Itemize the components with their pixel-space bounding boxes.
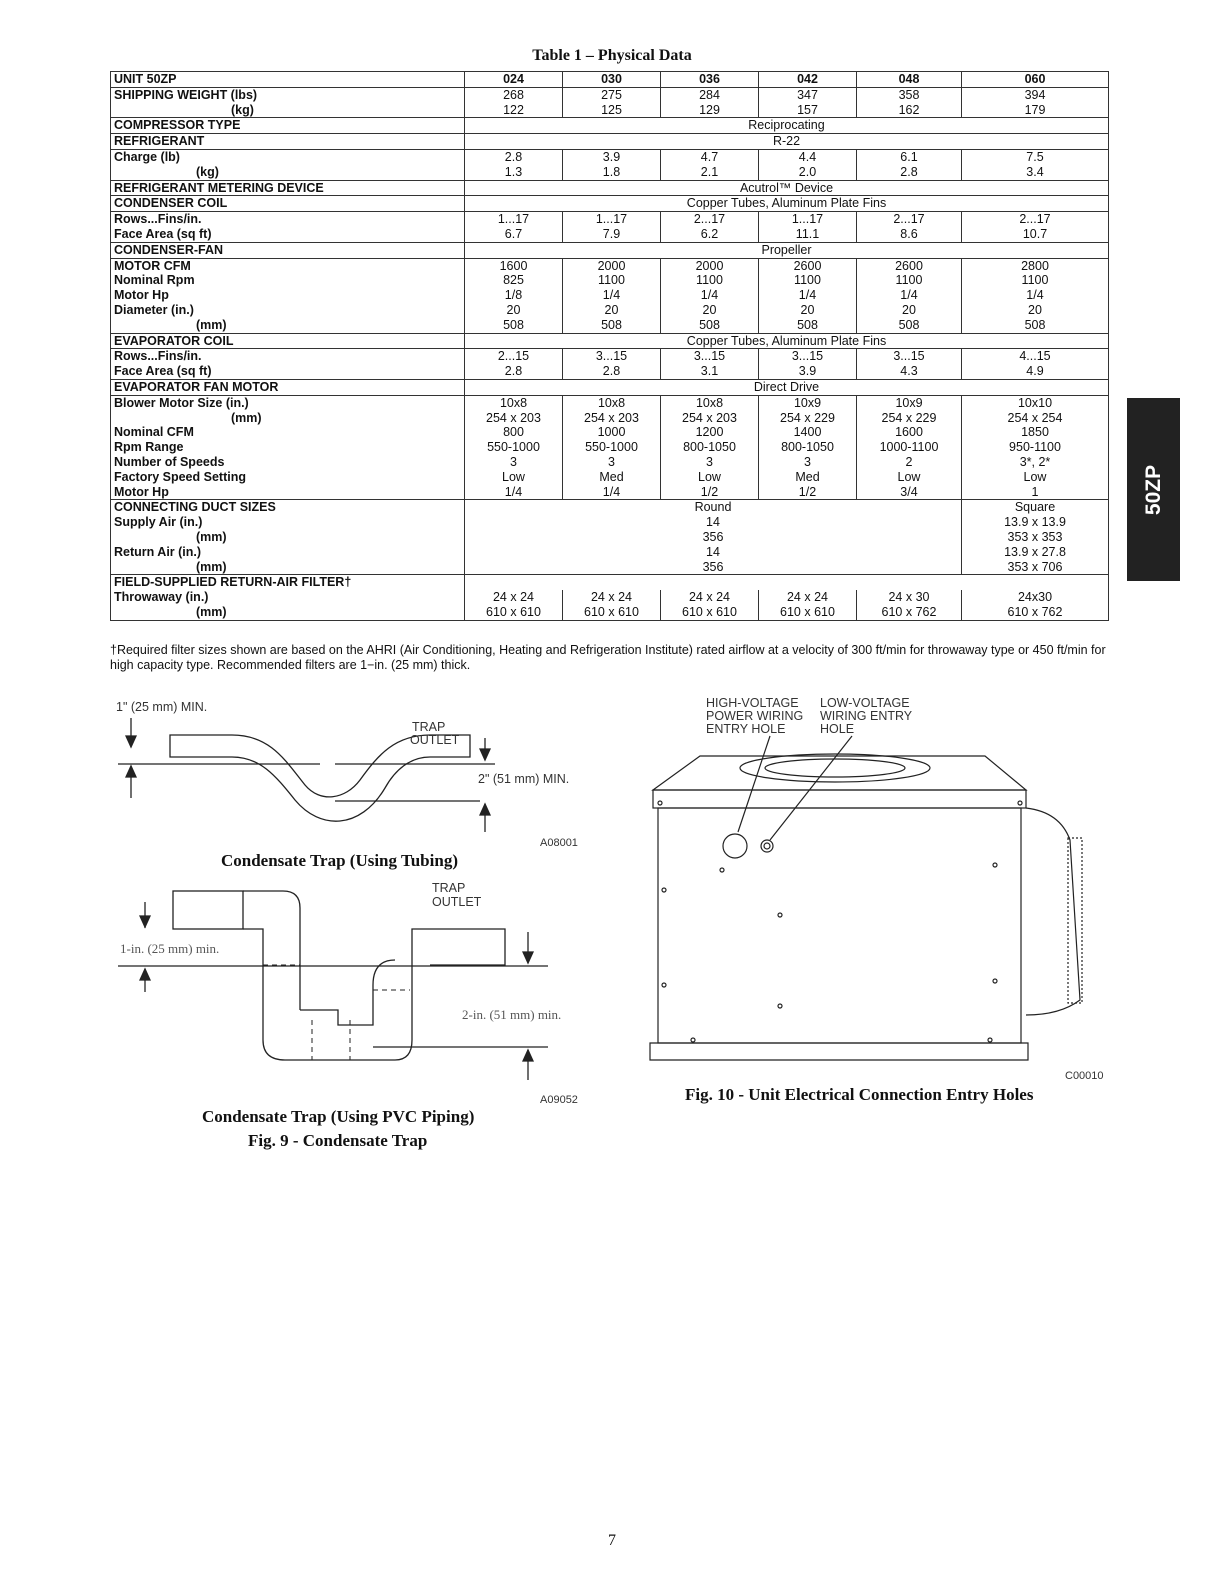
table-cell: Low	[857, 470, 962, 485]
table-span-cell: Propeller	[465, 242, 1109, 258]
table-cell: 24 x 24	[563, 590, 661, 605]
pvc-figure-code: A09052	[540, 1094, 578, 1106]
table-cell: 24 x 24	[465, 590, 563, 605]
table-cell: 1100	[962, 273, 1109, 288]
table-cell: Med	[563, 470, 661, 485]
table-cell: 2000	[563, 258, 661, 273]
table-cell: 610 x 610	[661, 605, 759, 620]
table-cell: 3/4	[857, 485, 962, 500]
table-cell: 10x8	[661, 395, 759, 410]
table-cell: 24 x 30	[857, 590, 962, 605]
table-cell: 20	[962, 303, 1109, 318]
table-cell: 1000	[563, 425, 661, 440]
table-cell: 1100	[857, 273, 962, 288]
table-span-cell: Acutrol™ Device	[465, 180, 1109, 196]
table-cell: 1000-1100	[857, 440, 962, 455]
row-label: Factory Speed Setting	[111, 470, 465, 485]
table-cell: 3...15	[661, 349, 759, 364]
table-header-label: UNIT 50ZP	[111, 72, 465, 88]
pvc-trap-drawing	[118, 891, 548, 1080]
table-cell: 3...15	[857, 349, 962, 364]
table-cell: 1600	[465, 258, 563, 273]
hv-label-3: ENTRY HOLE	[706, 722, 786, 736]
row-label: CONDENSER COIL	[111, 196, 465, 212]
table-span-cell: Copper Tubes, Aluminum Plate Fins	[465, 333, 1109, 349]
table-cell: 508	[962, 318, 1109, 333]
tubing-trap-label-2: OUTLET	[410, 733, 460, 747]
row-label: Nominal CFM	[111, 425, 465, 440]
table-cell: 3.4	[962, 165, 1109, 180]
table-cell: 20	[465, 303, 563, 318]
table-cell: 550-1000	[563, 440, 661, 455]
table-cell: 20	[759, 303, 857, 318]
table-cell: 24x30	[962, 590, 1109, 605]
table-cell: 3.9	[759, 364, 857, 379]
pvc-trap-label-1: TRAP	[432, 881, 466, 895]
row-label: Blower Motor Size (in.)	[111, 395, 465, 410]
row-label: MOTOR CFM	[111, 258, 465, 273]
unit-column-header: 060	[962, 72, 1109, 88]
row-label: (mm)	[111, 411, 465, 426]
table-cell: 1/2	[661, 485, 759, 500]
tubing-trap-label-1: TRAP	[412, 720, 446, 734]
table-span-cell: Round	[465, 500, 962, 515]
table-cell: 4.4	[759, 149, 857, 164]
table-cell: 3	[465, 455, 563, 470]
table-cell: 4.7	[661, 149, 759, 164]
pvc-caption: Condensate Trap (Using PVC Piping)	[202, 1107, 475, 1126]
row-label: CONNECTING DUCT SIZES	[111, 500, 465, 515]
row-label: REFRIGERANT METERING DEVICE	[111, 180, 465, 196]
table-span-cell: R-22	[465, 134, 1109, 150]
row-label: Supply Air (in.)	[111, 515, 465, 530]
lv-label-3: HOLE	[820, 722, 855, 736]
table-cell: 550-1000	[465, 440, 563, 455]
row-label: EVAPORATOR FAN MOTOR	[111, 379, 465, 395]
table-cell: 254 x 203	[661, 411, 759, 426]
row-label: Return Air (in.)	[111, 545, 465, 560]
table-cell: 825	[465, 273, 563, 288]
row-label: (mm)	[111, 605, 465, 620]
table-cell: 6.1	[857, 149, 962, 164]
table-cell: 1.3	[465, 165, 563, 180]
row-label: (mm)	[111, 560, 465, 575]
table-cell: 347	[759, 87, 857, 102]
table-cell: 4.3	[857, 364, 962, 379]
table-cell: Low	[465, 470, 563, 485]
table-cell: 2.8	[465, 364, 563, 379]
unit-column-header: 042	[759, 72, 857, 88]
table-span-cell: Reciprocating	[465, 118, 1109, 134]
row-label: Throwaway (in.)	[111, 590, 465, 605]
row-label: (mm)	[111, 530, 465, 545]
table-cell: Med	[759, 470, 857, 485]
table-cell: 2...17	[661, 212, 759, 227]
tubing-caption: Condensate Trap (Using Tubing)	[221, 851, 458, 870]
table-span-cell: 356	[465, 530, 962, 545]
table-cell: 10x9	[759, 395, 857, 410]
table-cell: 1...17	[465, 212, 563, 227]
table-cell: 1/4	[759, 288, 857, 303]
table-cell: 2600	[857, 258, 962, 273]
row-label: Diameter (in.)	[111, 303, 465, 318]
table-cell: 394	[962, 87, 1109, 102]
table-cell: 2000	[661, 258, 759, 273]
row-label: (kg)	[111, 103, 465, 118]
row-label: Rows...Fins/in.	[111, 212, 465, 227]
table-cell: 275	[563, 87, 661, 102]
row-label: (mm)	[111, 318, 465, 333]
table-cell: 7.5	[962, 149, 1109, 164]
table-cell: 254 x 229	[857, 411, 962, 426]
row-label: (kg)	[111, 165, 465, 180]
table-cell: 13.9 x 27.8	[962, 545, 1109, 560]
table-cell: 2.1	[661, 165, 759, 180]
table-cell: 125	[563, 103, 661, 118]
table-cell: 254 x 203	[563, 411, 661, 426]
table-cell: 508	[563, 318, 661, 333]
table-span-cell: Direct Drive	[465, 379, 1109, 395]
table-cell: 129	[661, 103, 759, 118]
table-cell: 10x8	[465, 395, 563, 410]
table-cell: Low	[661, 470, 759, 485]
fig9-caption: Fig. 9 - Condensate Trap	[248, 1131, 428, 1150]
table-cell: 2...17	[962, 212, 1109, 227]
lv-label-1: LOW-VOLTAGE	[820, 696, 910, 710]
table-cell: 1/8	[465, 288, 563, 303]
table-cell: 1...17	[759, 212, 857, 227]
table-cell: Square	[962, 500, 1109, 515]
table-cell: 10x10	[962, 395, 1109, 410]
row-label: Motor Hp	[111, 485, 465, 500]
table-cell: 2...15	[465, 349, 563, 364]
table-span-cell: 14	[465, 515, 962, 530]
table-cell: 24 x 24	[759, 590, 857, 605]
table-cell: 1400	[759, 425, 857, 440]
hv-label-2: POWER WIRING	[706, 709, 804, 723]
table-cell: 11.1	[759, 227, 857, 242]
table-cell: 8.6	[857, 227, 962, 242]
table-cell: 4...15	[962, 349, 1109, 364]
unit-column-header: 036	[661, 72, 759, 88]
table-cell: 508	[661, 318, 759, 333]
table-cell: 20	[857, 303, 962, 318]
table-cell: 950-1100	[962, 440, 1109, 455]
table-cell: 157	[759, 103, 857, 118]
row-label: Nominal Rpm	[111, 273, 465, 288]
table-cell: 1.8	[563, 165, 661, 180]
table-cell: 2	[857, 455, 962, 470]
table-cell: 508	[759, 318, 857, 333]
table-cell: 1/4	[857, 288, 962, 303]
table-cell: 1/4	[465, 485, 563, 500]
row-label: Number of Speeds	[111, 455, 465, 470]
table-cell: 353 x 706	[962, 560, 1109, 575]
table-cell: Low	[962, 470, 1109, 485]
table-cell: 2.0	[759, 165, 857, 180]
unit-column-header: 024	[465, 72, 563, 88]
table-cell: 2.8	[857, 165, 962, 180]
table-cell: 2800	[962, 258, 1109, 273]
table-cell: 13.9 x 13.9	[962, 515, 1109, 530]
table-cell: 610 x 610	[465, 605, 563, 620]
table-cell: 268	[465, 87, 563, 102]
pvc-min-1-label: 1-in. (25 mm) min.	[120, 941, 220, 956]
unit-electrical-drawing	[650, 736, 1082, 1060]
table-cell: 1100	[563, 273, 661, 288]
fig10-caption: Fig. 10 - Unit Electrical Connection Entry Holes	[685, 1085, 1034, 1104]
tubing-figure-code: A08001	[540, 837, 578, 849]
table-title: Table 1 – Physical Data	[532, 47, 692, 64]
table-cell: 1/4	[661, 288, 759, 303]
row-label: Rows...Fins/in.	[111, 349, 465, 364]
tubing-min-2-label: 2" (51 mm) MIN.	[478, 772, 570, 786]
row-label: EVAPORATOR COIL	[111, 333, 465, 349]
unit-column-header: 030	[563, 72, 661, 88]
table-cell: 1100	[759, 273, 857, 288]
row-label: Rpm Range	[111, 440, 465, 455]
table-cell: 353 x 353	[962, 530, 1109, 545]
table-footnote: †Required filter sizes shown are based on the AHRI (Air Conditioning, Heating and Refrigeration Institute) rated airflow at a velocity of 300 ft/min for throwaway type or 450 ft/min for high capacity type. Recommended filters are 1−in. (25 mm) thick.	[110, 643, 1106, 672]
table-cell: 4.9	[962, 364, 1109, 379]
table-cell: 508	[857, 318, 962, 333]
table-cell: 254 x 203	[465, 411, 563, 426]
side-tab-label: 50ZP	[1141, 464, 1165, 515]
table-cell: 1/4	[563, 288, 661, 303]
table-span-cell: Copper Tubes, Aluminum Plate Fins	[465, 196, 1109, 212]
table-span-cell: 14	[465, 545, 962, 560]
tubing-min-1-label: 1" (25 mm) MIN.	[116, 700, 208, 714]
table-cell: 3*, 2*	[962, 455, 1109, 470]
table-cell: 610 x 762	[962, 605, 1109, 620]
table-cell: 3.9	[563, 149, 661, 164]
table-cell: 610 x 610	[563, 605, 661, 620]
table-cell: 1200	[661, 425, 759, 440]
table-cell: 358	[857, 87, 962, 102]
row-label: Motor Hp	[111, 288, 465, 303]
table-cell: 10x8	[563, 395, 661, 410]
table-cell: 6.7	[465, 227, 563, 242]
table-cell: 3...15	[759, 349, 857, 364]
table-cell: 6.2	[661, 227, 759, 242]
row-label: FIELD-SUPPLIED RETURN-AIR FILTER†	[111, 575, 465, 590]
table-cell: 1/2	[759, 485, 857, 500]
row-label: COMPRESSOR TYPE	[111, 118, 465, 134]
table-cell: 2.8	[465, 149, 563, 164]
table-cell: 10x9	[857, 395, 962, 410]
table-cell: 1600	[857, 425, 962, 440]
hv-label-1: HIGH-VOLTAGE	[706, 696, 799, 710]
table-cell: 3.1	[661, 364, 759, 379]
table-cell: 1850	[962, 425, 1109, 440]
page-number: 7	[608, 1532, 616, 1549]
table-cell: 2600	[759, 258, 857, 273]
table-cell: 3	[563, 455, 661, 470]
lv-label-2: WIRING ENTRY	[820, 709, 913, 723]
table-cell: 3	[661, 455, 759, 470]
table-cell: 179	[962, 103, 1109, 118]
table-cell: 800	[465, 425, 563, 440]
table-cell: 508	[465, 318, 563, 333]
table-cell: 24 x 24	[661, 590, 759, 605]
table-cell: 162	[857, 103, 962, 118]
table-cell: 610 x 610	[759, 605, 857, 620]
row-label: REFRIGERANT	[111, 134, 465, 150]
table-cell: 254 x 229	[759, 411, 857, 426]
pvc-trap-label-2: OUTLET	[432, 895, 482, 909]
table-cell: 3	[759, 455, 857, 470]
row-label: Face Area (sq ft)	[111, 227, 465, 242]
table-span-cell: 356	[465, 560, 962, 575]
pvc-min-2-label: 2-in. (51 mm) min.	[462, 1007, 562, 1022]
table-cell: 1100	[661, 273, 759, 288]
table-cell: 2.8	[563, 364, 661, 379]
table-cell: 1/4	[563, 485, 661, 500]
unit-column-header: 048	[857, 72, 962, 88]
table-cell: 7.9	[563, 227, 661, 242]
table-cell: 284	[661, 87, 759, 102]
fig10-code: C00010	[1065, 1070, 1104, 1082]
table-cell: 800-1050	[661, 440, 759, 455]
table-cell: 1/4	[962, 288, 1109, 303]
table-cell: 1	[962, 485, 1109, 500]
table-cell: 1...17	[563, 212, 661, 227]
row-label: Face Area (sq ft)	[111, 364, 465, 379]
table-cell: 3...15	[563, 349, 661, 364]
table-cell: 2...17	[857, 212, 962, 227]
table-cell: 20	[563, 303, 661, 318]
row-label: CONDENSER-FAN	[111, 242, 465, 258]
table-cell: 10.7	[962, 227, 1109, 242]
row-label: Charge (lb)	[111, 149, 465, 164]
table-cell: 254 x 254	[962, 411, 1109, 426]
table-cell: 20	[661, 303, 759, 318]
table-cell: 800-1050	[759, 440, 857, 455]
table-cell: 610 x 762	[857, 605, 962, 620]
table-cell: 122	[465, 103, 563, 118]
row-label: SHIPPING WEIGHT (lbs)	[111, 87, 465, 102]
